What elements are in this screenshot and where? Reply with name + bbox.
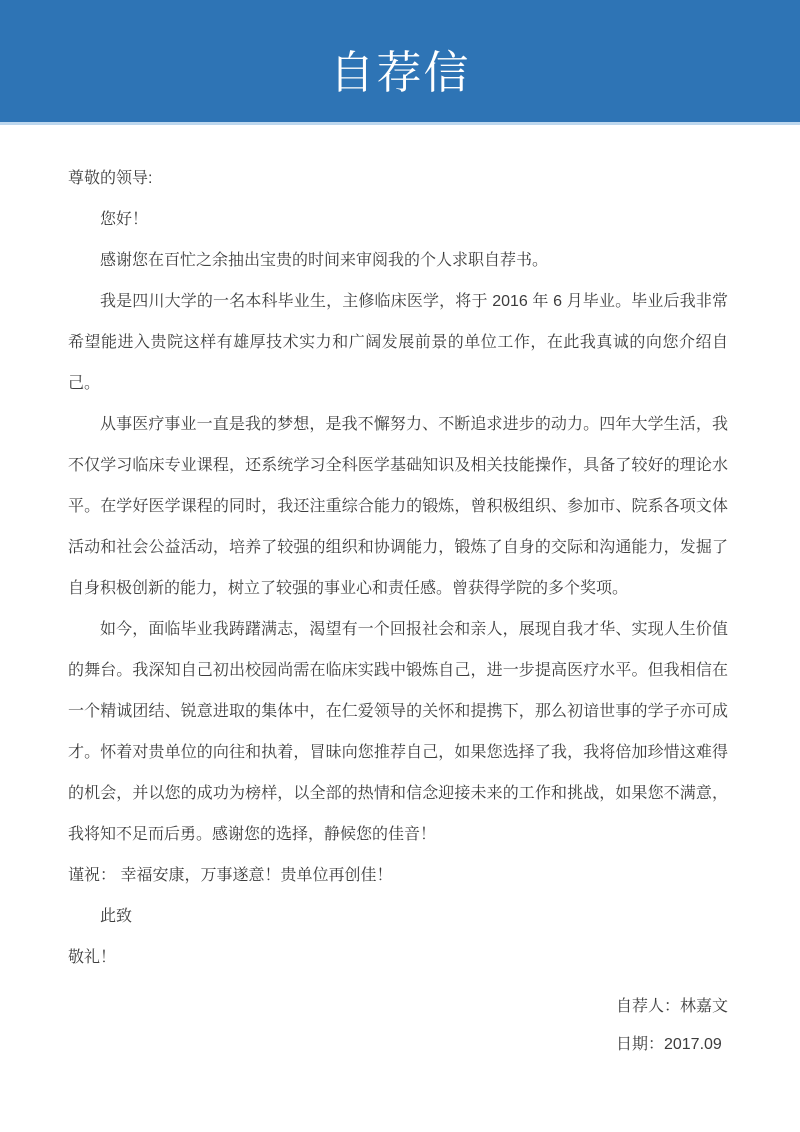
closing-salute: 敬礼！ bbox=[68, 949, 117, 966]
letter-body bbox=[0, 125, 800, 1064]
page-title: 自荐信 bbox=[329, 46, 471, 98]
signature-date: 日期：2017.09 bbox=[615, 1036, 722, 1053]
salutation: 尊敬的领导: bbox=[68, 170, 153, 187]
paragraph-intro: 我是四川大学的一名本科毕业生，主修临床医学，将于 2016 年 6 月毕业。毕业后我非常希望能进入贵院这样有雄厚技术实力和广阔发展前景的单位工作，在此我真诚的向您介绍自己。 bbox=[68, 293, 728, 392]
signer-name: 自荐人：林嘉文 bbox=[615, 998, 728, 1015]
paragraph-aspiration: 如今，面临毕业我踌躇满志，渴望有一个回报社会和亲人，展现自我才华、实现人生价值的舞台。我深知自己初出校园尚需在临床实践中锻炼自己，进一步提高医疗水平。但我相信在一个精诚团结、锐意进取的集体中，在仁爱领导的关怀和提携下，那么初谙世事的学子亦可成才。怀着对贵单位的向往和执着，冒昧向您推荐自己，如果您选择了我，我将倍加珍惜这难得的机会，并以您的成功为榜样，以全部的热情和信念迎接未来的工作和挑战，如果您不满意，我将知不足而后勇。感谢您的选择，静候您的佳音！ bbox=[68, 621, 728, 843]
paragraph-education: 从事医疗事业一直是我的梦想，是我不懈努力、不断追求进步的动力。四年大学生活，我不仅学习临床专业课程，还系统学习全科医学基础知识及相关技能操作，具备了较好的理论水平。在学好医学课程的同时，我还注重综合能力的锻炼，曾积极组织、参加市、院系各项文体活动和社会公益活动，培养了较强的组织和协调能力，锻炼了自身的交际和沟通能力，发掘了自身积极创新的能力，树立了较强的事业心和责任感。曾获得学院的多个奖项。 bbox=[68, 416, 728, 597]
signature-block bbox=[616, 988, 728, 1064]
paragraph-thanks: 感谢您在百忙之余抽出宝贵的时间来审阅我的个人求职自荐书。 bbox=[100, 252, 549, 269]
blessing-line: 谨祝： 幸福安康，万事遂意！贵单位再创佳！ bbox=[68, 867, 393, 884]
header-banner bbox=[0, 0, 800, 125]
paragraph-greeting: 您好！ bbox=[100, 211, 149, 228]
closing-regards: 此致 bbox=[100, 908, 133, 925]
